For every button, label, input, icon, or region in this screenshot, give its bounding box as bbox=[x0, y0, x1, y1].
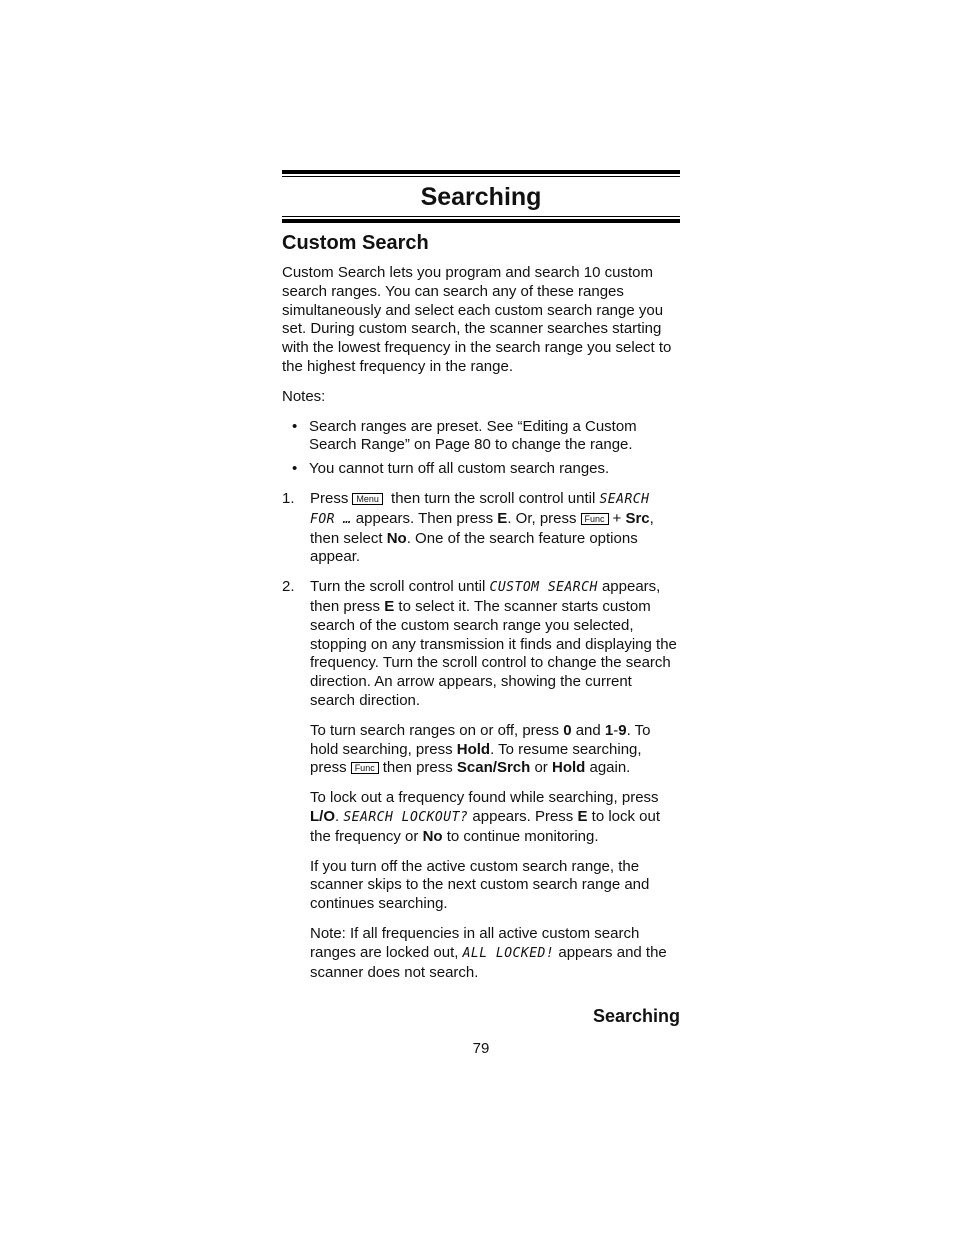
bullet-icon: • bbox=[292, 460, 298, 478]
page-number: 79 bbox=[472, 1040, 490, 1057]
notes-label: Notes: bbox=[282, 387, 326, 405]
notes-list bbox=[282, 418, 680, 479]
step-1 bbox=[282, 490, 680, 567]
para-text: or bbox=[530, 759, 552, 777]
key-label: Hold bbox=[551, 759, 586, 777]
note-text: You cannot turn off all custom search ranges. bbox=[309, 460, 610, 478]
title-rule-top-thin bbox=[282, 176, 680, 177]
para-text: . To resume searching, press bbox=[310, 740, 642, 777]
para-text: . To hold searching, press bbox=[310, 721, 651, 758]
step-text: appears. Then press bbox=[351, 509, 498, 527]
para-text: and bbox=[571, 721, 605, 739]
para-text: - bbox=[613, 721, 619, 739]
intro-paragraph: Custom Search lets you program and search 10 custom search ranges. You can search any of these ranges simultaneously and select each custom search range you set. During custom search, the scanner searches starting with the lowest frequency in the search range you select to the highest frequency in the range. bbox=[282, 264, 672, 375]
step-number: 2. bbox=[282, 578, 295, 596]
page-title: Searching bbox=[420, 183, 542, 211]
step-number: 1. bbox=[282, 489, 295, 507]
step-text: , then select bbox=[310, 509, 654, 547]
para-text: To turn search ranges on or off, press bbox=[310, 721, 564, 739]
step-text: appears, then press bbox=[310, 578, 661, 615]
lcd-text: ALL LOCKED! bbox=[462, 945, 555, 961]
key-label: Hold bbox=[456, 740, 491, 758]
para-text: . bbox=[335, 807, 344, 825]
key-label: E bbox=[384, 597, 395, 615]
key-label: 0 bbox=[563, 721, 572, 739]
step-text: Press bbox=[310, 489, 349, 507]
section-heading: Custom Search bbox=[282, 232, 429, 254]
title-rule-top bbox=[282, 170, 680, 174]
key-label: 9 bbox=[618, 721, 627, 739]
lcd-text: SEARCH FOR … bbox=[310, 491, 650, 527]
key-label: E bbox=[497, 509, 508, 527]
ranges-paragraph bbox=[282, 722, 680, 778]
para-text: then press bbox=[382, 759, 457, 777]
steps-list bbox=[282, 490, 680, 711]
note-text: Search ranges are preset. See “Editing a Custom Search Range” on Page 80 to change the range. bbox=[309, 417, 637, 454]
para-text: Note: If all frequencies in all active custom search ranges are locked out, bbox=[310, 924, 640, 961]
step-2 bbox=[282, 578, 680, 711]
step-text: . Or, press bbox=[507, 509, 577, 527]
list-item bbox=[282, 460, 680, 479]
lockout-paragraph bbox=[282, 789, 680, 846]
step-text: then turn the scroll control until bbox=[386, 489, 600, 507]
key-label: 1 bbox=[604, 721, 614, 739]
func-key-icon: Func bbox=[581, 513, 609, 525]
para-text: to continue monitoring. bbox=[442, 827, 599, 845]
step-text: . One of the search feature options appear. bbox=[310, 529, 638, 566]
key-label: Src bbox=[625, 509, 650, 527]
para-text: appears and the scanner does not search. bbox=[310, 943, 667, 981]
lcd-text: CUSTOM SEARCH bbox=[489, 580, 598, 596]
lcd-text: SEARCH LOCKOUT? bbox=[343, 809, 469, 825]
inactive-range-paragraph: If you turn off the active custom search range, the scanner skips to the next custom search range and continues searching. bbox=[310, 857, 650, 913]
bullet-icon: • bbox=[292, 417, 298, 435]
key-label: L/O bbox=[310, 807, 335, 825]
para-text: appears. Press bbox=[468, 807, 578, 825]
step-text: Turn the scroll control until bbox=[310, 578, 490, 596]
note-paragraph bbox=[282, 925, 680, 982]
footer-section-title: Searching bbox=[592, 1006, 680, 1026]
list-item bbox=[282, 418, 680, 456]
title-rule-bottom bbox=[282, 219, 680, 223]
menu-key-icon: Menu bbox=[352, 493, 383, 505]
step-text: + bbox=[612, 509, 626, 527]
para-text: again. bbox=[585, 759, 631, 777]
title-rule-bottom-thin bbox=[282, 216, 680, 217]
func-key-icon: Func bbox=[351, 762, 379, 774]
para-text: to lock out the frequency or bbox=[310, 807, 661, 845]
step-text: to select it. The scanner starts custom search of the custom search range you selected, stopping on any transmission it finds and displaying the frequency. Turn the scroll control to change the search direction. An arrow appears, showing the current search direction. bbox=[310, 597, 677, 709]
para-text: To lock out a frequency found while searching, press bbox=[310, 789, 659, 807]
key-label: No bbox=[386, 529, 407, 547]
key-label: Scan/Srch bbox=[456, 759, 531, 777]
key-label: No bbox=[422, 827, 443, 845]
key-label: E bbox=[577, 807, 588, 825]
manual-page bbox=[282, 170, 680, 993]
